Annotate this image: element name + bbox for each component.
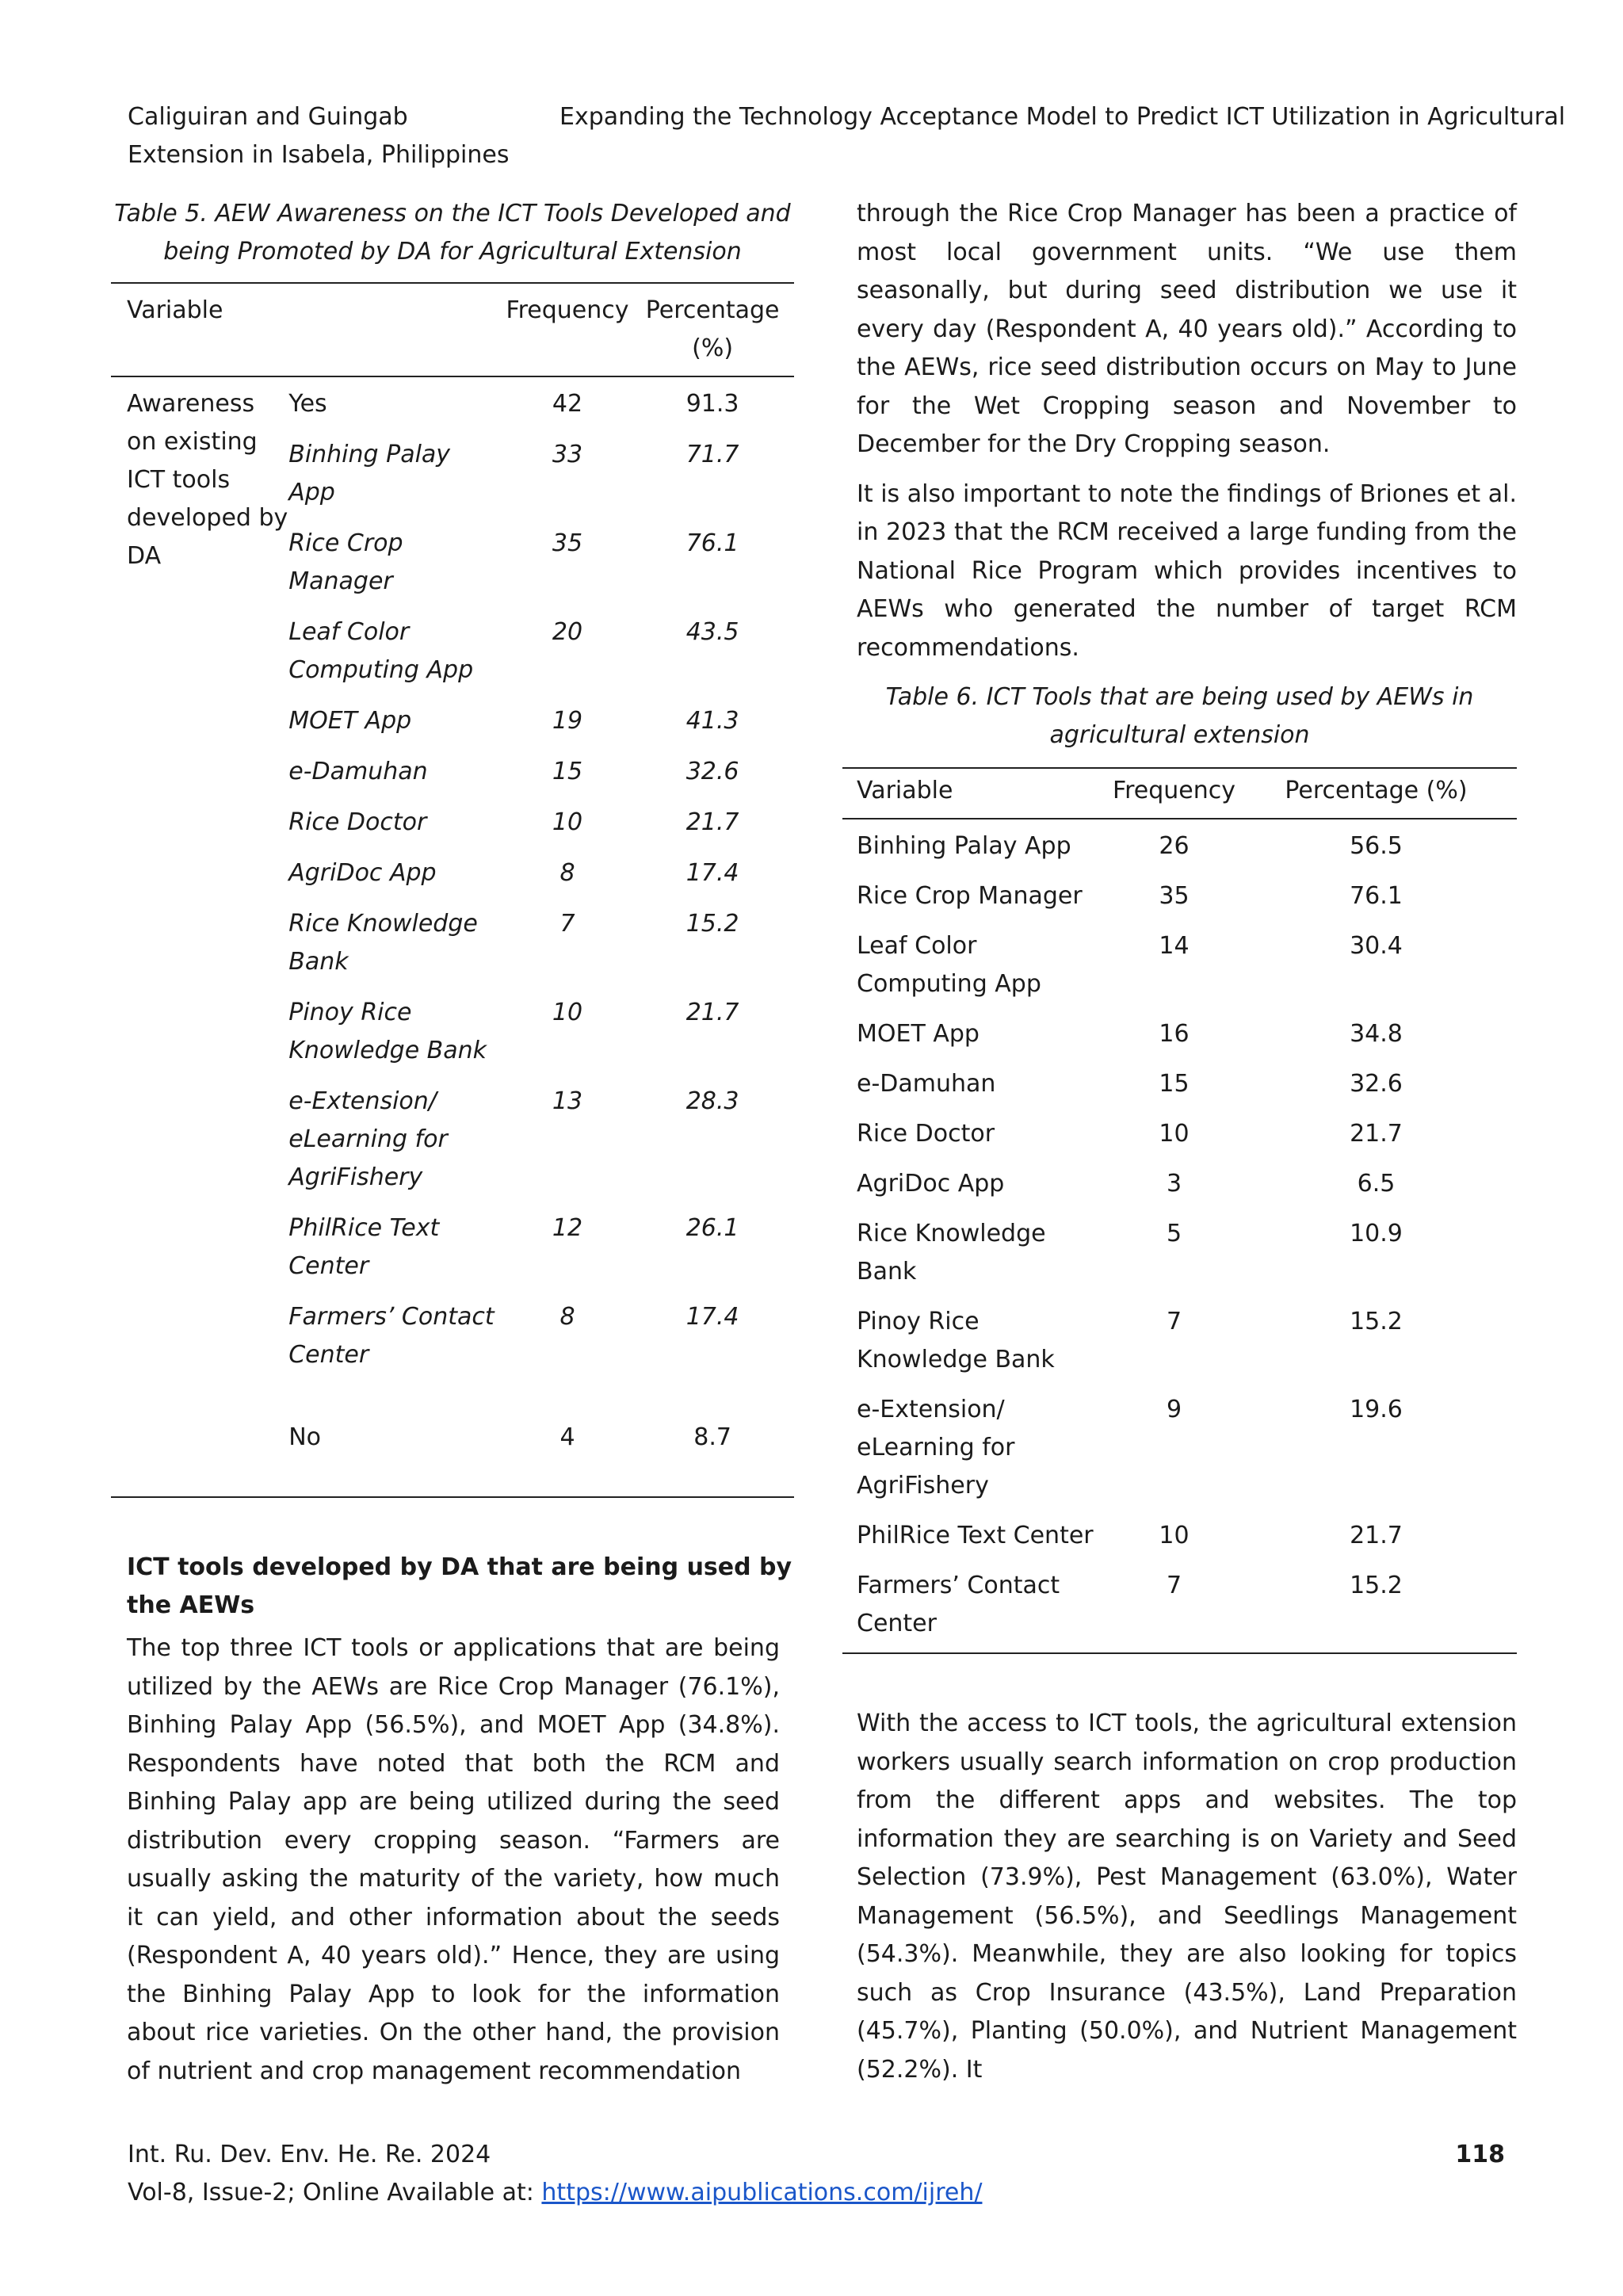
table6-row-label: Binhing Palay App	[857, 832, 1071, 860]
right-paragraph-3: With the access to ICT tools, the agricultural extension workers usually search information on crop production from the different apps and websites. The top information they are searching is on Variety and Seed Selection (73.9%), Pest Management (63.0%), Water Management (56.5%), and Seedlings Management (54.3%). Meanwhile, they are also looking for topics such as Crop Insurance (43.5%), Land Preparation (45.7%), Planting (50.0%), and Nutrient Management (52.2%). It	[857, 1710, 1517, 2084]
table6-row-percentage: 21.7	[1350, 1522, 1403, 1549]
header-title-line2: Extension in Isabela, Philippines	[128, 141, 510, 169]
footer-journal: Int. Ru. Dev. Env. He. Re. 2024	[128, 2141, 491, 2168]
table6-row	[842, 1561, 1517, 1653]
table5-row-frequency: 12	[552, 1214, 583, 1242]
table6-row	[842, 1009, 1517, 1059]
footer	[128, 2136, 982, 2212]
table6-row-label: Pinoy Rice Knowledge Bank	[857, 1308, 1055, 1373]
table6-header-frequency: Frequency	[1113, 768, 1235, 819]
table6-row	[842, 1297, 1517, 1385]
table5-row-frequency: 33	[552, 441, 583, 468]
journal-url-link[interactable]: https://www.aipublications.com/ijreh/	[541, 2179, 983, 2206]
table6-caption	[842, 678, 1517, 755]
table5-row-label: MOET App	[288, 707, 412, 735]
table5-row-percentage: 17.4	[685, 1303, 739, 1331]
left-paragraph: The top three ICT tools or applications that are being utilized by the AEWs are Rice Crop Manager (76.1%), Binhing Palay App (56.5%), and MOET App (34.8%). Respondents have noted that both the RCM and Binhing Palay app are being utilized during the seed distribution every cropping season. “Farmers are usually asking the maturity of the variety, how much it can yield, and other information about the seeds (Respondent A, 40 years old).” Hence, they are using the Binhing Palay App to look for the information about rice varieties. On the other hand, the provision of nutrient and crop management recommendation	[127, 1634, 780, 2085]
table6-row-label: Rice Doctor	[857, 1120, 995, 1148]
table5-yes-frequency: 42	[552, 390, 583, 418]
table5-no-label: No	[288, 1381, 504, 1497]
table6-row-percentage: 56.5	[1350, 832, 1403, 860]
table6-row-percentage: 15.2	[1350, 1308, 1403, 1335]
table5-row-percentage: 15.2	[685, 910, 739, 938]
table6	[842, 767, 1517, 1654]
table5-row-label: Farmers’ Contact Center	[288, 1303, 495, 1369]
table6-row-percentage: 32.6	[1350, 1070, 1403, 1098]
section-title-ict-tools-used: ICT tools developed by DA that are being used by the AEWs	[127, 1553, 792, 1619]
table6-body	[842, 819, 1517, 1653]
table5-caption-line2: being Promoted by DA for Agricultural Extension	[163, 238, 742, 266]
table5-row-label: Rice Doctor	[288, 808, 427, 836]
table6-row-percentage: 10.9	[1350, 1220, 1403, 1247]
table6-row	[842, 1059, 1517, 1109]
table6-row-frequency: 26	[1159, 832, 1190, 860]
table6-row-frequency: 10	[1159, 1522, 1190, 1549]
table5-header-row	[111, 283, 794, 376]
table5-row-label: PhilRice Text Center	[288, 1214, 440, 1280]
table6-header-variable: Variable	[842, 768, 1113, 819]
table6-row-percentage: 21.7	[1350, 1120, 1403, 1148]
table5-row-percentage: 71.7	[685, 441, 739, 468]
table6-row-percentage: 6.5	[1357, 1170, 1396, 1198]
table5-header-percentage: Percentage (%)	[631, 283, 794, 376]
table5-row-frequency: 8	[559, 859, 575, 887]
table6-row	[842, 921, 1517, 1009]
right-paragraph-2: It is also important to note the findings of Briones et al. in 2023 that the RCM received a large funding from the National Rice Program which provides incentives to AEWs who generated the number of target RCM recommendations.	[857, 479, 1517, 662]
right-column	[842, 195, 1517, 2089]
table6-row-frequency: 35	[1159, 882, 1190, 910]
table6-row-frequency: 5	[1166, 1220, 1182, 1247]
table6-row	[842, 871, 1517, 921]
footer-volume-prefix: Vol-8, Issue-2; Online Available at:	[128, 2179, 542, 2206]
footer-volume-line	[128, 2174, 982, 2212]
table6-header-row	[842, 768, 1517, 819]
left-column	[111, 195, 794, 2091]
table6-row-label: Farmers’ Contact Center	[842, 1561, 1113, 1653]
table6-row-label: Rice Knowledge Bank	[857, 1220, 1046, 1286]
table5-row-percentage: 32.6	[685, 758, 739, 785]
table6-row-frequency: 14	[1159, 932, 1190, 960]
table6-row-label: Rice Crop Manager	[857, 882, 1083, 910]
table5-row-label: Rice Knowledge Bank	[288, 910, 478, 976]
table5-row-frequency: 10	[552, 999, 583, 1026]
table6-row-frequency: 9	[1166, 1396, 1182, 1423]
table5-row-label: Binhing Palay App	[288, 441, 451, 506]
table6-row-frequency: 15	[1159, 1070, 1190, 1098]
page-number: 118	[1455, 2141, 1505, 2168]
table6-row-frequency: 16	[1159, 1020, 1190, 1048]
table6-row-label: AgriDoc App	[857, 1170, 1005, 1198]
table6-caption-line2: agricultural extension	[1049, 721, 1310, 749]
table6-row	[842, 1109, 1517, 1159]
table5-no-percentage: 8.7	[631, 1381, 794, 1497]
table5-row-frequency: 20	[552, 618, 583, 646]
table6-header-percentage: Percentage (%)	[1235, 768, 1517, 819]
table5-row-percentage: 17.4	[685, 859, 739, 887]
table5-row-label: Rice Crop Manager	[288, 529, 403, 595]
table6-row-frequency: 7	[1113, 1561, 1235, 1653]
running-header-left	[128, 98, 509, 174]
table6-row-frequency: 7	[1166, 1308, 1182, 1335]
table5-row-frequency: 35	[552, 529, 583, 557]
table5-no-frequency: 4	[504, 1381, 631, 1497]
table5-row-frequency: 10	[552, 808, 583, 836]
table6-row	[842, 1385, 1517, 1511]
table5-row-label: Pinoy Rice Knowledge Bank	[288, 999, 487, 1064]
table6-row	[842, 1511, 1517, 1561]
table5-row-label: e-Damuhan	[288, 758, 428, 785]
table5-yes-label: Yes	[288, 390, 327, 418]
table5-row-frequency: 13	[552, 1087, 583, 1115]
table5-row-percentage: 41.3	[685, 707, 739, 735]
table6-row-frequency: 3	[1166, 1170, 1182, 1198]
table6-row-percentage: 15.2	[1235, 1561, 1517, 1653]
table6-row	[842, 819, 1517, 871]
table5-body	[111, 376, 794, 1497]
table5-row-percentage: 21.7	[685, 999, 739, 1026]
table6-row-label: MOET App	[857, 1020, 980, 1048]
header-title-line1: Expanding the Technology Acceptance Model to Predict ICT Utilization in Agricultural	[559, 103, 1566, 131]
table6-row-label: e-Extension/ eLearning for AgriFishery	[857, 1396, 1015, 1499]
table5-caption	[111, 195, 794, 271]
table6-row-percentage: 30.4	[1350, 932, 1403, 960]
table6-row	[842, 1209, 1517, 1297]
table5-group-label: Awareness on existing ICT tools developed by DA	[111, 376, 288, 1497]
table5-row-frequency: 19	[552, 707, 583, 735]
table5-row-percentage: 26.1	[685, 1214, 739, 1242]
table6-row-label: e-Damuhan	[857, 1070, 996, 1098]
table5-yes-percentage: 91.3	[685, 390, 739, 418]
table5-row-frequency: 8	[559, 1303, 575, 1331]
table5-row-frequency: 7	[559, 910, 575, 938]
table5-row-label: e-Extension/ eLearning for AgriFishery	[288, 1087, 448, 1191]
table5-row-yes	[111, 376, 794, 430]
table6-row-percentage: 76.1	[1350, 882, 1403, 910]
table5-caption-line1: Table 5. AEW Awareness on the ICT Tools Developed and	[114, 200, 791, 227]
table6-row-label: PhilRice Text Center	[857, 1522, 1094, 1549]
table6-row	[842, 1159, 1517, 1209]
table5-row-percentage: 21.7	[685, 808, 739, 836]
table5-row-percentage: 76.1	[685, 529, 739, 557]
table5-row-percentage: 43.5	[685, 618, 739, 646]
table5-row-percentage: 28.3	[685, 1087, 739, 1115]
right-paragraph-1: through the Rice Crop Manager has been a practice of most local government units. “We use them seasonally, but during seed distribution we use it every day (Respondent A, 40 years old).” According to the AEWs, rice seed distribution occurs on May to June for the Wet Cropping season and November to December for the Dry Cropping season.	[857, 200, 1517, 458]
table5-header-frequency: Frequency	[504, 283, 631, 376]
table6-row-label: Leaf Color Computing App	[857, 932, 1041, 998]
table5-row-frequency: 15	[552, 758, 583, 785]
table6-row-percentage: 34.8	[1350, 1020, 1403, 1048]
table5-header-variable: Variable	[111, 283, 504, 376]
table5-row-label: Leaf Color Computing App	[288, 618, 474, 684]
table6-row-percentage: 19.6	[1350, 1396, 1403, 1423]
table6-caption-line1: Table 6. ICT Tools that are being used by AEWs in	[885, 683, 1474, 711]
header-authors: Caliguiran and Guingab	[128, 103, 408, 131]
table5	[111, 282, 794, 1498]
table5-row-label: AgriDoc App	[288, 859, 437, 887]
table6-row-frequency: 10	[1159, 1120, 1190, 1148]
